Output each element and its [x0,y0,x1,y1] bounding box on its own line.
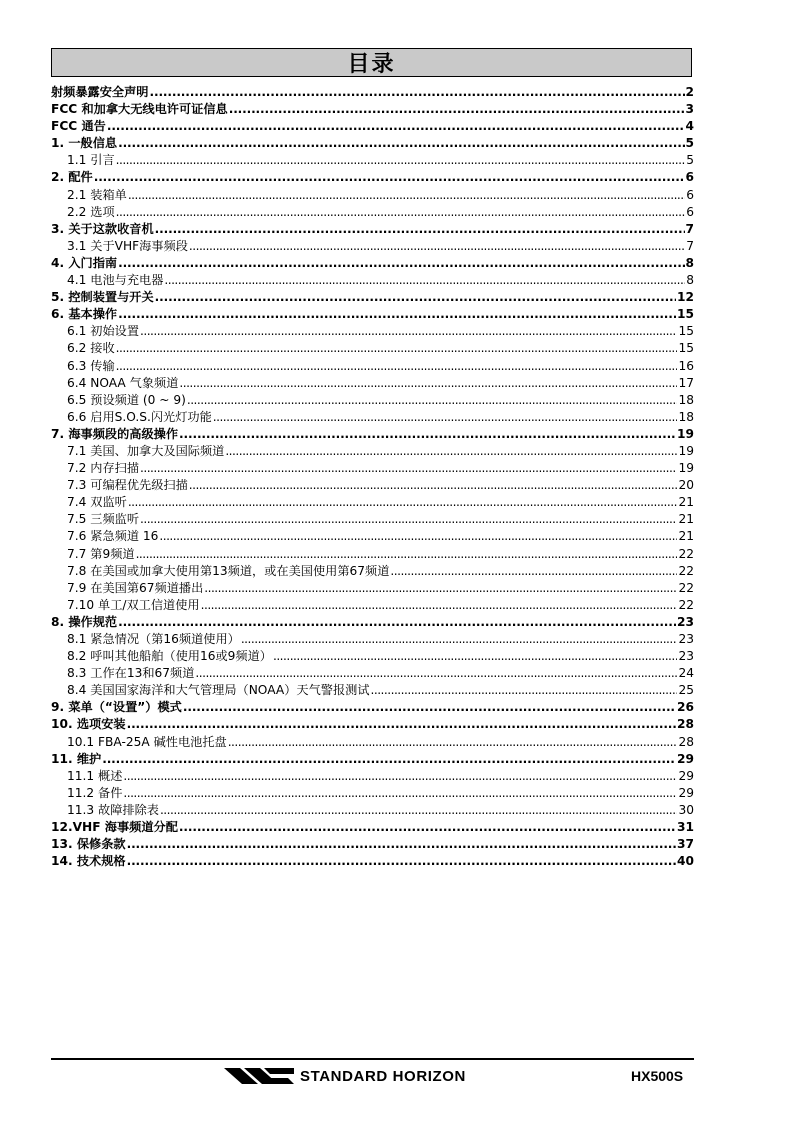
toc-entry-page: 19 [677,426,694,441]
toc-leader-dots [127,853,676,870]
toc-entry-title: 6.3 传输 [67,358,115,373]
toc-entry-title: 2.1 装箱单 [67,187,127,202]
toc-leader-dots [127,716,676,733]
toc-entry-page: 18 [678,392,694,407]
toc-entry[interactable] [51,477,694,494]
toc-entry-page: 26 [677,700,694,715]
toc-entry[interactable] [51,511,694,528]
toc-entry-page: 24 [678,666,694,681]
toc-entry-title: 13. 保修条款 [51,837,126,852]
model-number: HX500S [631,1068,684,1084]
toc-entry[interactable] [51,101,694,118]
toc-entry[interactable] [51,238,694,255]
toc-leader-dots [273,648,678,665]
toc-leader-dots [150,84,685,101]
toc-entry[interactable] [51,631,694,648]
toc-entry-page: 2 [685,85,694,99]
toc-leader-dots [118,135,684,152]
toc-entry[interactable] [51,323,694,340]
toc-leader-dots [118,614,676,631]
toc-entry-page: 30 [678,802,694,817]
toc-entry-title: 7.7 第9频道 [67,546,135,561]
toc-entry-title: 3.1 关于VHF海事频段 [67,238,188,253]
toc-entry[interactable] [51,751,694,768]
toc-entry-title: 6. 基本操作 [51,307,118,322]
toc-entry-page: 15 [678,324,694,339]
toc-leader-dots [179,375,677,392]
toc-entry-page: 8 [685,255,694,270]
toc-leader-dots [160,802,678,819]
toc-entry[interactable] [51,204,694,221]
toc-entry-title: 7.2 内存扫描 [67,461,140,476]
toc-entry-title: 3. 关于这款收音机 [51,221,154,236]
toc-entry-page: 29 [677,751,694,766]
toc-entry-title: 2.2 选项 [67,204,115,219]
toc-entry[interactable] [51,272,694,289]
toc-entry-title: 1. 一般信息 [51,136,118,151]
toc-entry-page: 12 [677,290,694,305]
toc-entry-title: 8.4 美国国家海洋和大气管理局（NOAA）天气警报测试 [67,683,370,698]
toc-entry-page: 29 [678,768,694,783]
toc-entry-title: 10. 选项安装 [51,717,126,732]
toc-entry-title: 7.3 可编程优先级扫描 [67,478,188,493]
toc-entry[interactable] [51,221,694,238]
toc-entry-page: 8 [686,273,694,288]
brand-name: STANDARD HORIZON [300,1067,466,1085]
toc-entry[interactable] [51,785,694,802]
toc-leader-dots [107,118,685,135]
toc-entry-title: 11.3 故障排除表 [67,802,159,817]
toc-leader-dots [140,460,677,477]
toc-leader-dots [116,340,678,357]
standard-horizon-logo-icon [224,1066,294,1086]
toc-entry[interactable] [51,819,694,836]
footer-divider [51,1058,694,1060]
toc-entry-title: 7.6 紧急频道 16 [67,529,159,544]
toc-leader-dots [204,580,677,597]
toc-entry[interactable] [51,135,694,152]
toc-entry[interactable] [51,152,694,169]
toc-entry-title: 11.1 概述 [67,768,123,783]
toc-entry-title: 7.1 美国、加拿大及国际频道 [67,443,225,458]
toc-entry-title: 1.1 引言 [67,153,115,168]
toc-leader-dots [102,751,676,768]
toc-entry-page: 28 [677,717,694,732]
toc-entry-title: 4. 入门指南 [51,255,118,270]
toc-entry[interactable] [51,836,694,853]
toc-entry-page: 22 [678,563,694,578]
toc-leader-dots [116,152,686,169]
toc-entry[interactable] [51,409,694,426]
toc-entry-title: 射频暴露安全声明 [51,85,149,99]
toc-leader-dots [241,631,678,648]
toc-entry[interactable] [51,648,694,665]
toc-entry-title: 7. 海事频段的高级操作 [51,426,179,441]
toc-leader-dots [195,665,677,682]
toc-entry-page: 31 [677,820,694,835]
toc-leader-dots [140,323,677,340]
toc-entry-title: 9. 菜单（“设置”）模式 [51,700,182,715]
toc-entry-page: 6 [685,170,694,185]
toc-entry[interactable] [51,118,694,135]
toc-entry[interactable] [51,768,694,785]
toc-entry[interactable] [51,392,694,409]
toc-entry-title: 11. 维护 [51,751,102,766]
toc-leader-dots [189,238,685,255]
toc-entry[interactable] [51,682,694,699]
toc-entry-title: 4.1 电池与充电器 [67,273,164,288]
toc-entry-title: 11.2 备件 [67,785,123,800]
toc-entry[interactable] [51,614,694,631]
toc-entry[interactable] [51,665,694,682]
toc-leader-dots [118,306,676,323]
toc-entry-page: 40 [677,854,694,869]
toc-entry-title: 6.6 启用S.O.S.闪光灯功能 [67,409,212,424]
toc-entry-title: 7.4 双监听 [67,495,127,510]
toc-entry-page: 21 [678,495,694,510]
toc-leader-dots [183,699,676,716]
toc-entry[interactable] [51,546,694,563]
toc-entry-page: 37 [677,837,694,852]
toc-entry-page: 23 [678,649,694,664]
toc-entry[interactable] [51,734,694,751]
toc-entry-page: 22 [678,597,694,612]
toc-entry[interactable] [51,169,694,186]
toc-entry[interactable] [51,289,694,306]
toc-entry-page: 16 [678,358,694,373]
toc-entry-page: 29 [678,785,694,800]
toc-leader-dots [164,272,685,289]
toc-entry[interactable] [51,84,694,101]
toc-entry-page: 20 [678,478,694,493]
toc-entry[interactable] [51,580,694,597]
toc-entry-title: 6.5 预设频道 (0 ~ 9) [67,392,186,407]
toc-entry-title: 6.2 接收 [67,341,115,356]
toc-entry-page: 22 [678,580,694,595]
toc-entry-title: 7.9 在美国第67频道播出 [67,580,204,595]
toc-entry[interactable] [51,426,694,443]
toc-entry-title: 5. 控制装置与开关 [51,290,154,305]
toc-entry-title: 7.10 单工/双工信道使用 [67,597,200,612]
toc-entry-page: 19 [678,461,694,476]
toc-entry[interactable] [51,528,694,545]
toc-entry-page: 21 [678,529,694,544]
page-title: 目录 [347,52,396,77]
toc-leader-dots [123,768,677,785]
toc-leader-dots [116,204,686,221]
toc-leader-dots [390,563,677,580]
toc-leader-dots [371,682,678,699]
toc-entry-page: 5 [686,153,694,168]
toc-entry-page: 28 [678,734,694,749]
toc-entry[interactable] [51,187,694,204]
toc-entry-page: 4 [685,119,694,134]
toc-entry-page: 21 [678,512,694,527]
toc-leader-dots [128,494,678,511]
toc-leader-dots [228,734,678,751]
toc-entry-page: 17 [678,375,694,390]
toc-leader-dots [123,785,677,802]
toc-entry-title: 7.8 在美国或加拿大使用第13频道，或在美国使用第67频道 [67,563,390,578]
toc-entry-title: 8.1 紧急情况（第16频道使用） [67,632,240,646]
toc-leader-dots [187,392,678,409]
toc-entry-page: 15 [678,341,694,356]
toc-leader-dots [127,836,676,853]
toc-entry-title: FCC 通告 [51,119,106,134]
toc-leader-dots [225,443,677,460]
toc-entry-page: 3 [685,102,694,117]
toc-entry[interactable] [51,375,694,392]
toc-entry-page: 15 [677,307,694,322]
toc-entry-title: 2. 配件 [51,170,93,185]
toc-leader-dots [128,187,685,204]
toc-entry[interactable] [51,358,694,375]
toc-entry[interactable] [51,460,694,477]
toc-leader-dots [213,409,678,426]
table-of-contents [51,84,694,870]
toc-leader-dots [189,477,678,494]
toc-entry[interactable] [51,716,694,733]
toc-leader-dots [140,511,677,528]
toc-entry-page: 6 [686,204,694,219]
toc-entry[interactable] [51,563,694,580]
toc-entry-title: 10.1 FBA-25A 碱性电池托盘 [67,734,227,749]
toc-entry-title: 6.1 初始设置 [67,324,140,339]
toc-entry-page: 5 [685,136,694,151]
toc-leader-dots [155,221,685,238]
toc-entry[interactable] [51,802,694,819]
toc-entry-title: 8.2 呼叫其他船舶（使用16或9频道） [67,649,272,664]
toc-entry[interactable] [51,340,694,357]
toc-leader-dots [229,101,685,118]
toc-entry-title: 7.5 三频监听 [67,512,140,527]
toc-leader-dots [179,819,676,836]
toc-entry[interactable] [51,597,694,614]
toc-entry-page: 7 [685,221,694,236]
toc-entry-page: 19 [678,443,694,458]
toc-leader-dots [159,528,677,545]
toc-entry-title: 12.VHF 海事频道分配 [51,820,178,835]
toc-entry-page: 18 [678,409,694,424]
toc-entry-page: 23 [678,632,694,646]
toc-leader-dots [94,169,685,186]
toc-entry[interactable] [51,255,694,272]
toc-entry-title: 14. 技术规格 [51,854,126,869]
toc-entry-page: 23 [677,614,694,629]
toc-leader-dots [155,289,676,306]
brand-logo [224,1066,466,1086]
toc-leader-dots [116,358,678,375]
toc-entry-title: 8.3 工作在13和67频道 [67,666,195,681]
toc-entry[interactable] [51,853,694,870]
toc-entry-page: 7 [686,238,694,253]
toc-leader-dots [201,597,678,614]
toc-entry-page: 6 [686,187,694,202]
toc-entry[interactable] [51,306,694,323]
toc-entry-title: 8. 操作规范 [51,614,118,629]
toc-leader-dots [179,426,676,443]
toc-title-box [51,48,692,77]
toc-entry-title: FCC 和加拿大无线电许可证信息 [51,102,228,117]
toc-entry-page: 22 [678,546,694,561]
toc-entry-title: 6.4 NOAA 气象频道 [67,375,179,390]
toc-entry[interactable] [51,494,694,511]
toc-entry-page: 25 [678,683,694,698]
toc-entry[interactable] [51,699,694,716]
toc-entry[interactable] [51,443,694,460]
toc-leader-dots [118,255,684,272]
toc-leader-dots [136,546,678,563]
